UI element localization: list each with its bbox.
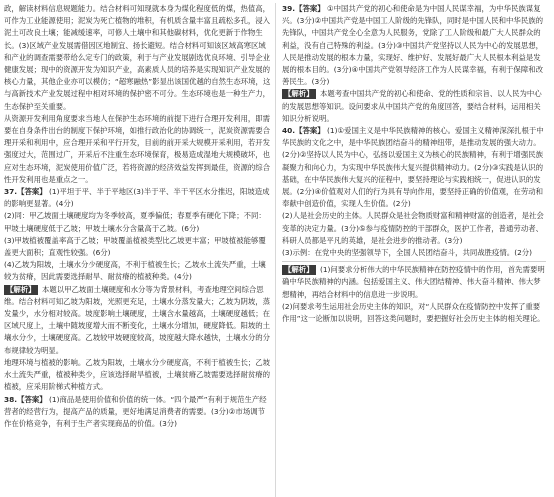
analysis-tag: 【解析】 (6, 284, 36, 294)
q40-part3: (3)示例：在党中央的坚强领导下，全国人民团结奋斗，共同战胜疫情。(2分) (282, 248, 533, 258)
q37-part2: (2)同：甲乙坡面土壤硬度均为冬季较高，夏季偏低；春夏季有硬化下降；不同：甲坡土壤硬度低于乙坡；甲坡土壤水分含量高于乙坡。(6分) (4, 211, 266, 233)
q37-analysis (4, 284, 271, 357)
analysis-text: 本题以甲乙坡面土壤硬度和水分等为背景材料，考查地理空间综合思维。结合材料可知乙坡为阳坡，光照更充足，土壤水分蒸发量大；乙坡为阴坡，蒸发量少，水分相对较高。坡度影响土壤硬度，土壤含水量越高，土壤硬度越低；在区域尺度上，土壤中随坡度增大而不断变化，土壤水分增加，硬度降低。阳坡的土壤水分少，土壤硬度高。乙坡较甲坡硬度较高，坡度越大降水越快，土壤水分的分布规律较为明显。 (4, 284, 271, 355)
analysis-text-continued: (2)问要求考生运用社会历史主体的知识，对“人民群众在疫情防控中发挥了重要作用”这一论断加以说明，回答这类问题时，要把握好社会历史主体的相关理论。 (282, 301, 545, 324)
question-38-label: 38.【答案】 (4, 394, 47, 404)
left-column (4, 3, 275, 497)
q40-text: (1)①爱国主义是中华民族精神的核心。爱国主义精神深深扎根于中华民族的文化之中，是中华民族团结奋斗的精神纽带，是推动发展的强大动力。(2分)②坚持以人民为中心，弘扬以爱国主义为核心的民族精神，有利于增强民族凝聚力和向心力，为实现中华民族伟大复兴提供精神动力。(2分)③实践是认识的基础，在中华民族伟大复兴的征程中，要坚持理论与实践相统一，促进认识的发展。(2分)④价值观对人们的行为具有导向作用，要坚持正确的价值观，在劳动和奉献中创造价值，实现人生价值。(2分) (282, 126, 544, 209)
answer-paragraph: 政，解读材料信息规题能力。结合材料可知现就本身为煤化程度低的煤，热值高，可作为工业能源使用；泥炭为死亡植物的堆积，有机质含量丰富且疏松多孔，浸入泥土可改良土壤；能减缓速率，可修人土壤中和其他碳材料，优化更新于作物生长。(3)区域产业发展需借因区地制宜、扬长避短。结合材料可知该区域高寒区域和产业的调查需要带给么定专门的政策，利于与产业发展剧选优良环境、引导企业健康发展；现中的资源开发为知识产业，高素质人员的培养是实现知识产业发展的核心力量，其他企业亦可以模仿；“超寒融热”影显出该国优越的自然生态环境，这与高新技术产业发展过程中相对环境的保护密不可分。生态环境也是一种生产力，生态保护至关重要。 (4, 4, 271, 111)
question-40-label: 40.【答案】 (282, 126, 325, 136)
q37-part1: (1)平坦于平、半于平地区(3)半于平、半干平区水分推迟，阳坡造成的影响更显著。(4分) (4, 187, 270, 209)
question-38-answer (4, 394, 271, 431)
question-40-answer (282, 125, 546, 210)
answer-paragraph: 从资源开发利用角度要求当地人在保护生态环境的前提下进行合理开发利用，即需要在自身条件出台的制度下保护环境，如推行政治化的协调统一，泥炭资源需要合理开采和利用中，应合理开采和平行开发，目前的前开采大规模开采利用，若开发强度过大，范围过广，开采后不注重生态环境保育，极易造成湿地大规模破坏，也应对生态环境，泥炭使用价值广泛，若将资源的经济效益发挥到最佳，资源的综合性开发利用也是重点之一。 (4, 113, 271, 184)
question-39-label: 39.【答案】 (282, 4, 325, 13)
q38-text: (1)商品是使用价值和价值的统一体。“四个最严”有利于规范生产经营者的经营行为，提高产品的质量，更好地满足消费者的需要。(3分)②市场调节作在价格竞争，有利于生产者实现商品的价值。(3分) (4, 394, 267, 428)
question-39-answer (282, 3, 546, 88)
analysis-tag: 【解析】 (284, 89, 314, 99)
question-37-label: 37.【答案】 (4, 187, 47, 197)
analysis-text-continued: 地理环境与植被的影响。乙坡为阳坡，土壤水分少硬度高，不利于植被生长；乙坡水土流失严重，植被种类少，应该选择耐旱植被，土壤贫瘠乙坡需要选择耐贫瘠的植被，应采用阶梯式种植方式。 (4, 357, 271, 392)
analysis-text: (1)问要求分析伟大的中华民族精神在防控疫情中的作用，首先需要明确中华民族精神的内涵。包括爱国主义、伟大团结精神、伟大奋斗精神、伟大梦想精神，再结合材料中的信息进一步说明。 (282, 265, 545, 299)
q40-analysis (282, 264, 546, 301)
q40-part2: (2)人是社会历史的主体。人民群众是社会物质财富和精神财富的创造者，是社会变革的决定力量。(3分)⑤参与疫情防控的干部群众，医护工作者，普通劳动者、科研人员都是平凡的英雄，是社会进步的推动者。(3分) (282, 211, 544, 245)
q37-part3: (3)甲坡植被覆盖率高于乙坡；甲坡覆盖植被类型比乙坡更丰富；甲坡植被能够覆盖更大面积；直观性较强。(6分) (4, 235, 266, 258)
section-divider (282, 261, 546, 262)
q39-text: ①中国共产党的初心和使命是为中国人民谋幸福，为中华民族谋复兴。(3分)②中国共产党是中国工人阶级的先锋队，同时是中国人民和中华民族的先锋队，中国共产党全心全意为人民服务，党除了工人阶级和最广大人民群众的利益，没有自己特殊的利益。(3分)③中国共产党坚持以人民为中心的发展思想，人民是推动发展的根本力量，实现好、维护好、发展好最广大人民根本利益是发展的根本目的。(3分)④中国共产党领导经济工作为人民谋幸福，有利于保障和改善民生。(3分) (282, 4, 543, 87)
right-column (275, 3, 546, 497)
q39-analysis (282, 88, 546, 125)
analysis-text: 本题考查中国共产党的初心和使命、党的性质和宗旨、以人民为中心的发展思想等知识。设问要求从中国共产党的角度回答，要结合材料，运用相关知识分析说明。 (282, 89, 542, 123)
analysis-tag: 【解析】 (284, 265, 314, 275)
question-37-answer (4, 186, 271, 210)
q37-part4: (4)乙坡为阳坡，土壤水分少硬度高，不利于植被生长；乙坡水土流失严重，土壤较为贫瘠，因此需要选择耐旱、耐贫瘠的植被种类。(4分) (4, 260, 266, 282)
